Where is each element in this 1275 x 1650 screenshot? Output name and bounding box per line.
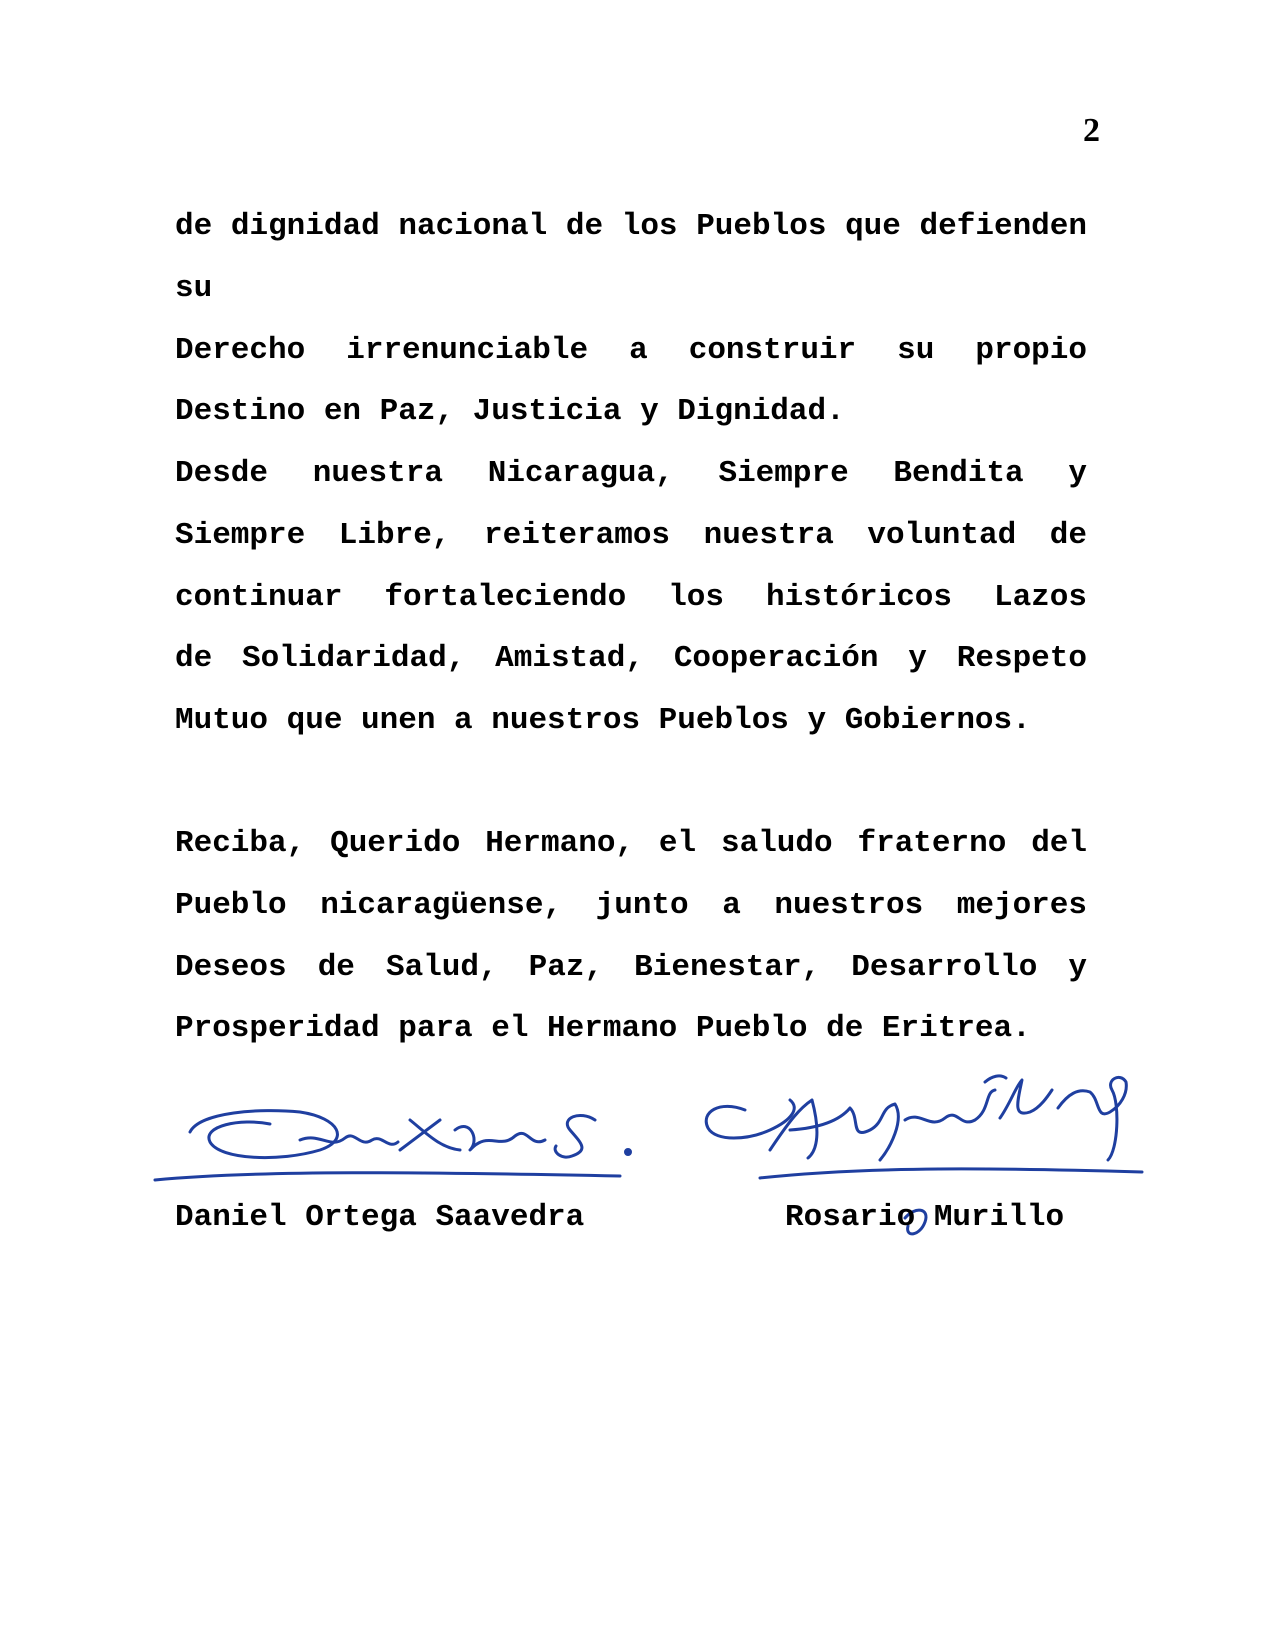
paragraph-line: Reciba, Querido Hermano, el saludo fraterno del	[175, 826, 1087, 861]
paragraph-line: Prosperidad para el Hermano Pueblo de Eritrea.	[175, 1011, 1031, 1047]
paragraph-1	[175, 196, 1087, 443]
paragraph-line: Deseos de Salud, Paz, Bienestar, Desarrollo y	[175, 949, 1087, 985]
paragraph-line: de Solidaridad, Amistad, Cooperación y Respeto	[175, 641, 1087, 677]
paragraph-line: continuar fortaleciendo los históricos Lazos	[175, 579, 1087, 615]
paragraph-3	[175, 813, 1087, 1060]
signatory-name-left: Daniel Ortega Saavedra	[175, 1200, 585, 1235]
paragraph-line: Derecho irrenunciable a construir su propio	[175, 332, 1087, 368]
paragraph-2	[175, 443, 1087, 752]
paragraph-line: Siempre Libre, reiteramos nuestra voluntad de	[175, 517, 1087, 553]
paragraph-line: Mutuo que unen a nuestros Pueblos y Gobiernos.	[175, 703, 1031, 739]
paragraph-line: de dignidad nacional de los Pueblos que defienden su	[175, 209, 1087, 306]
paragraph-line: Pueblo nicaragüense, junto a nuestros mejores	[175, 887, 1087, 923]
paragraph-line: Desde nuestra Nicaragua, Siempre Bendita y	[175, 456, 1087, 491]
page-number: 2	[1083, 112, 1100, 149]
signatory-name-right: Rosario Murillo	[785, 1200, 1065, 1235]
paragraph-line: Destino en Paz, Justicia y Dignidad.	[175, 394, 845, 430]
signature-left	[155, 1111, 631, 1180]
